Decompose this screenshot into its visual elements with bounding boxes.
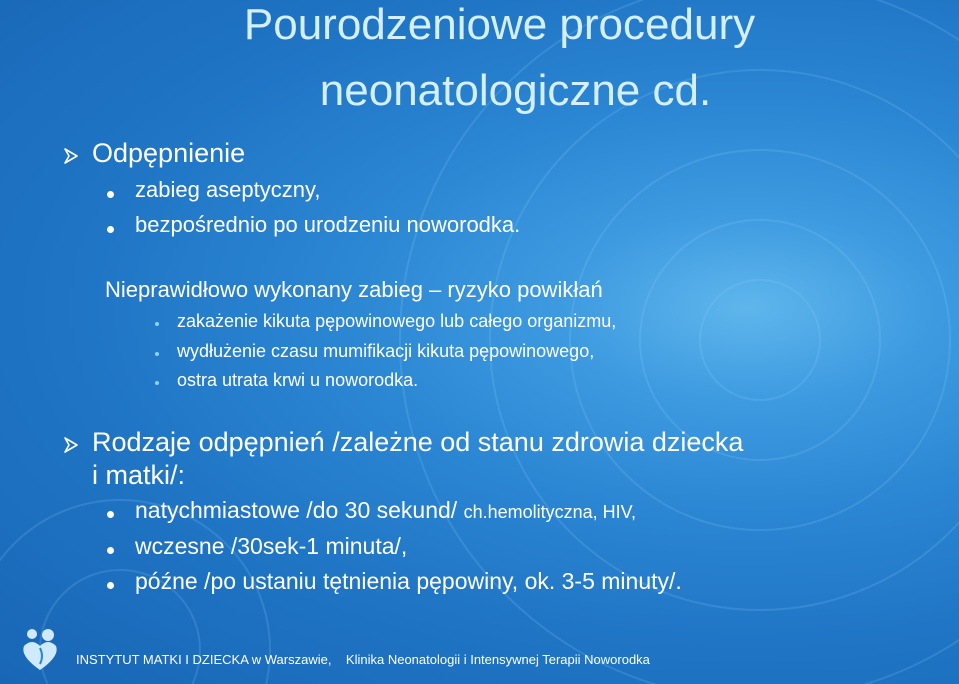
small-bullet-icon	[155, 381, 159, 385]
slide-title-line-2: neonatologiczne cd.	[319, 66, 712, 115]
list-item: bezpośrednio po urodzeniu noworodka.	[135, 212, 521, 237]
list-item-note: ch.hemolityczna, HIV,	[463, 502, 637, 522]
list-item: zakażenie kikuta pępowinowego lub całego organizmu,	[177, 311, 617, 331]
round-bullet-icon	[107, 582, 114, 589]
slide-title-line-1: Pourodzeniowe procedury	[243, 0, 756, 49]
list-item: wydłużenie czasu mumifikacji kikuta pępowinowego,	[177, 341, 595, 361]
section-heading-rodzaje: Rodzaje odpępnień /zależne od stanu zdrowia dziecka	[92, 427, 744, 457]
arrow-bullet-icon	[62, 147, 80, 165]
footer-clinic: Klinika Neonatologii i Intensywnej Terapii Noworodka	[345, 652, 650, 667]
list-item: ostra utrata krwi u noworodka.	[177, 370, 419, 390]
footer-institute: INSTYTUT MATKI I DZIECKA w Warszawie,	[76, 652, 332, 667]
institute-logo-icon	[22, 626, 62, 672]
round-bullet-icon	[107, 511, 114, 518]
small-bullet-icon	[155, 352, 159, 356]
section-heading-odpepnienie: Odpępnienie	[92, 138, 246, 168]
list-item: zabieg aseptyczny,	[135, 177, 321, 202]
footer-text	[76, 652, 650, 667]
list-item	[135, 497, 636, 524]
complications-heading: Nieprawidłowo wykonany zabieg – ryzyko powikłań	[105, 277, 603, 302]
round-bullet-icon	[107, 226, 114, 233]
list-item-main: natychmiastowe /do 30 sekund/	[135, 497, 464, 523]
list-item: wczesne /30sek-1 minuta/,	[135, 533, 408, 559]
round-bullet-icon	[107, 191, 114, 198]
list-item: późne /po ustaniu tętnienia pępowiny, ok. 3-5 minuty/.	[135, 568, 682, 594]
section-heading-rodzaje-continued: i matki/:	[92, 460, 186, 490]
arrow-bullet-icon	[62, 436, 80, 454]
small-bullet-icon	[155, 322, 159, 326]
round-bullet-icon	[107, 547, 114, 554]
